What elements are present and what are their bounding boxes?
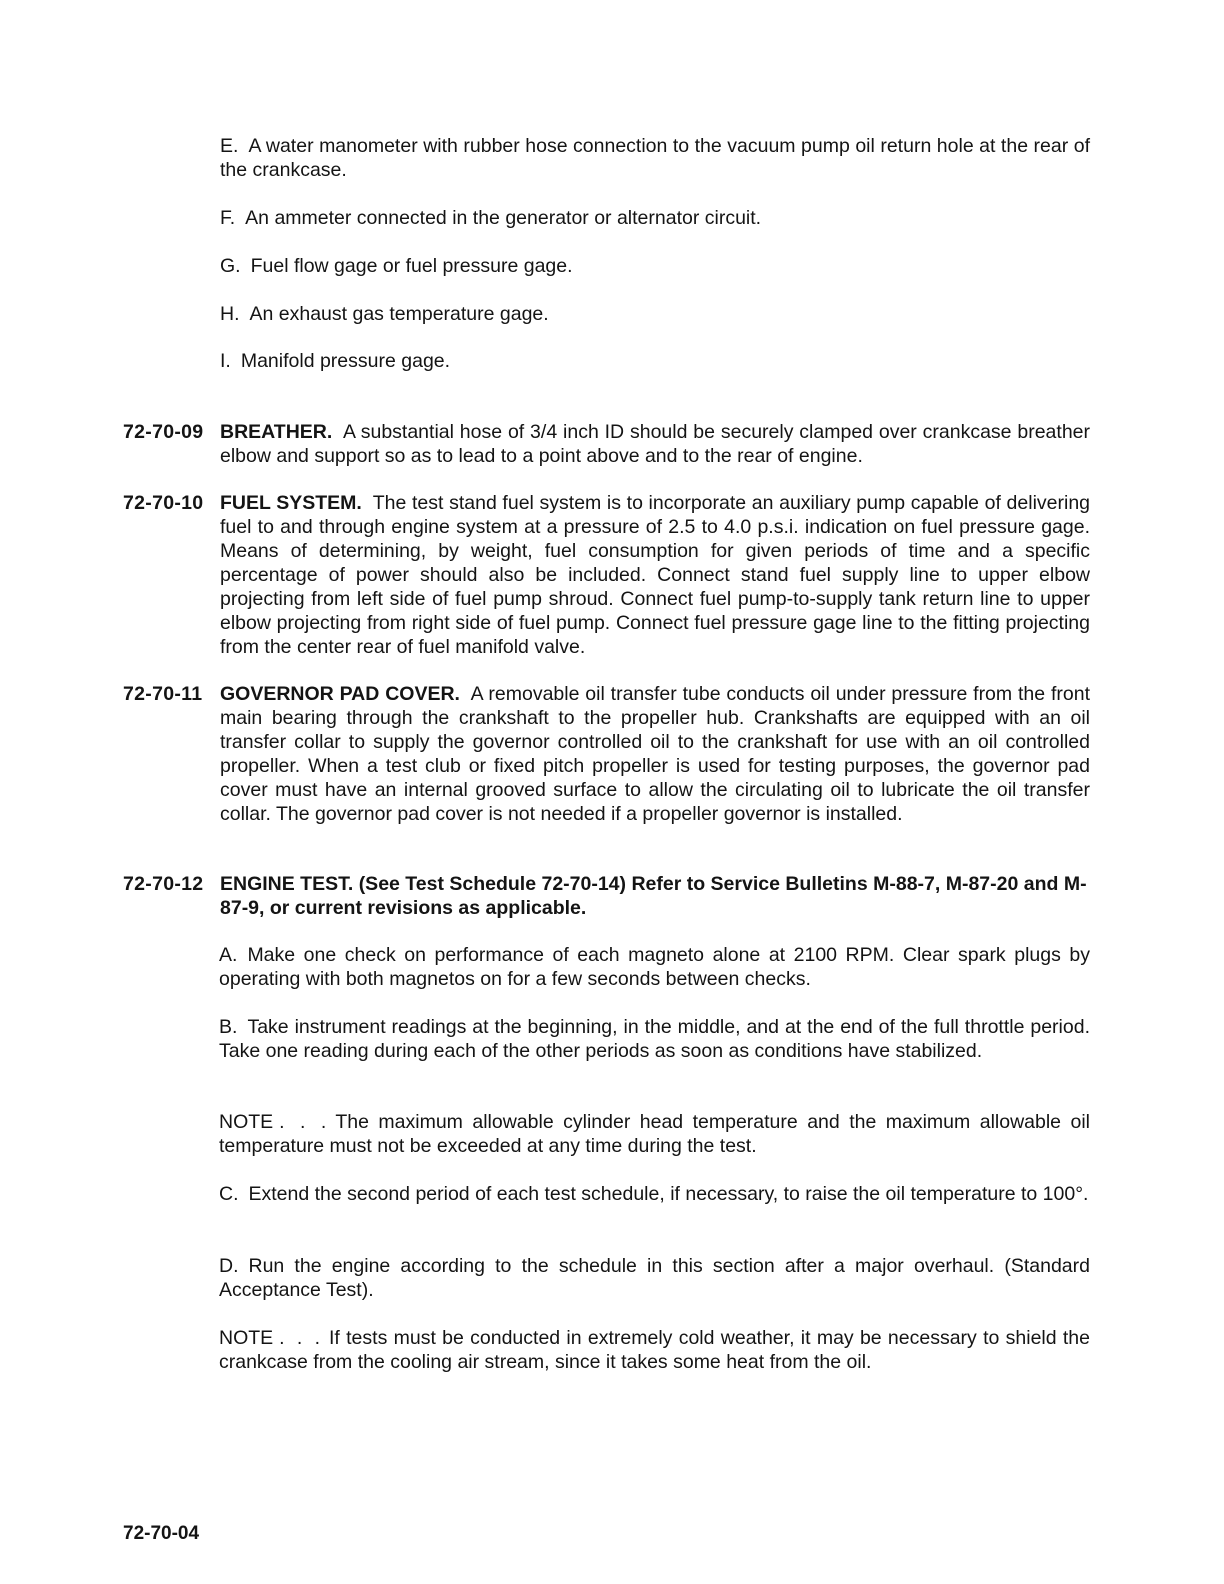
section-body <box>220 491 1090 659</box>
engine-test-item-b <box>219 1015 1090 1063</box>
list-text: Run the engine according to the schedule in this section after a major overhaul. (Standard Acceptance Test). <box>219 1255 1090 1301</box>
engine-test-note-2 <box>219 1326 1090 1374</box>
list-letter: F. <box>220 207 236 229</box>
list-letter: C. <box>219 1183 239 1205</box>
list-letter: E. <box>220 135 239 157</box>
section-title: GOVERNOR PAD COVER. <box>220 683 460 705</box>
section-number: 72-70-10 <box>123 492 204 514</box>
list-item-h <box>220 302 1090 326</box>
section-number: 72-70-09 <box>123 421 204 443</box>
engine-test-item-c <box>219 1182 1090 1206</box>
list-text: Fuel flow gage or fuel pressure gage. <box>250 255 573 277</box>
list-item-i <box>220 349 1090 373</box>
note-label: NOTE <box>219 1111 274 1133</box>
list-letter: H. <box>220 303 240 325</box>
list-text: An ammeter connected in the generator or alternator circuit. <box>245 207 762 229</box>
note-label: NOTE <box>219 1327 274 1349</box>
section-text: A removable oil transfer tube conducts oil under pressure from the front main bearing through the crankshaft to the propeller hub. Crankshafts are equipped with an oil transfer collar to supply the governor controlled oil to the crankshaft for use with an oil controlled propeller. When a test club or fixed pitch propeller is used for testing purposes, the governor pad cover must have an internal grooved surface to allow the circulating oil to lubricate the oil transfer collar. The governor pad cover is not needed if a propeller governor is installed. <box>220 683 1090 825</box>
note-dots: . . . <box>279 1327 324 1349</box>
list-letter: I. <box>220 350 231 372</box>
section-number: 72-70-11 <box>123 683 203 705</box>
list-text: A water manometer with rubber hose connection to the vacuum pump oil return hole at the rear of the crankcase. <box>220 135 1090 181</box>
section-title: FUEL SYSTEM. <box>220 492 362 514</box>
section-title: BREATHER. <box>220 421 333 443</box>
section-text: A substantial hose of 3/4 inch ID should be securely clamped over crankcase breather elbow and support so as to lead to a point above and to the rear of engine. <box>220 421 1091 467</box>
list-letter: B. <box>219 1016 238 1038</box>
note-dots: . . . <box>279 1111 330 1133</box>
list-item-g <box>220 254 1090 278</box>
section-title: ENGINE TEST. (See Test Schedule 72-70-14) Refer to Service Bulletins M-88-7, M-87-20 and M-87-9, or current revisions as applicable. <box>220 873 1087 919</box>
engine-test-item-a <box>219 943 1090 991</box>
engine-test-item-d <box>219 1254 1090 1302</box>
section-body <box>220 682 1090 826</box>
section-body <box>220 420 1090 468</box>
list-item-e <box>220 134 1090 182</box>
list-text: Manifold pressure gage. <box>240 350 451 372</box>
list-letter: D. <box>219 1255 239 1277</box>
engine-test-note-1 <box>219 1110 1090 1158</box>
note-text: If tests must be conducted in extremely cold weather, it may be necessary to shield the crankcase from the cooling air stream, since it takes some heat from the oil. <box>219 1327 1091 1373</box>
list-text: An exhaust gas temperature gage. <box>249 303 549 325</box>
list-letter: A. <box>219 944 238 966</box>
note-text: The maximum allowable cylinder head temperature and the maximum allowable oil temperature must not be exceeded at any time during the test. <box>219 1111 1090 1157</box>
list-letter: G. <box>220 255 241 277</box>
list-item-f <box>220 206 1090 230</box>
page-number: 72-70-04 <box>123 1523 200 1544</box>
list-text: Take instrument readings at the beginning, in the middle, and at the end of the full throttle period. Take one reading during each of the other periods as soon as conditions have stabilized. <box>219 1016 1090 1062</box>
section-number: 72-70-12 <box>123 873 204 895</box>
section-text: The test stand fuel system is to incorporate an auxiliary pump capable of delivering fuel to and through engine system at a pressure of 2.5 to 4.0 p.s.i. indication on fuel pressure gage. Means of determining, by weight, fuel consumption for given periods of time and a specific percentage of power should also be included. Connect stand fuel supply line to upper elbow projecting from left side of fuel pump shroud. Connect fuel pump-to-supply tank return line to upper elbow projecting from right side of fuel pump. Connect fuel pressure gage line to the fitting projecting from the center rear of fuel manifold valve. <box>220 492 1091 658</box>
list-text: Extend the second period of each test schedule, if necessary, to raise the oil temperature to 100°. <box>248 1183 1089 1205</box>
list-text: Make one check on performance of each magneto alone at 2100 RPM. Clear spark plugs by operating with both magnetos on for a few seconds between checks. <box>219 944 1090 990</box>
